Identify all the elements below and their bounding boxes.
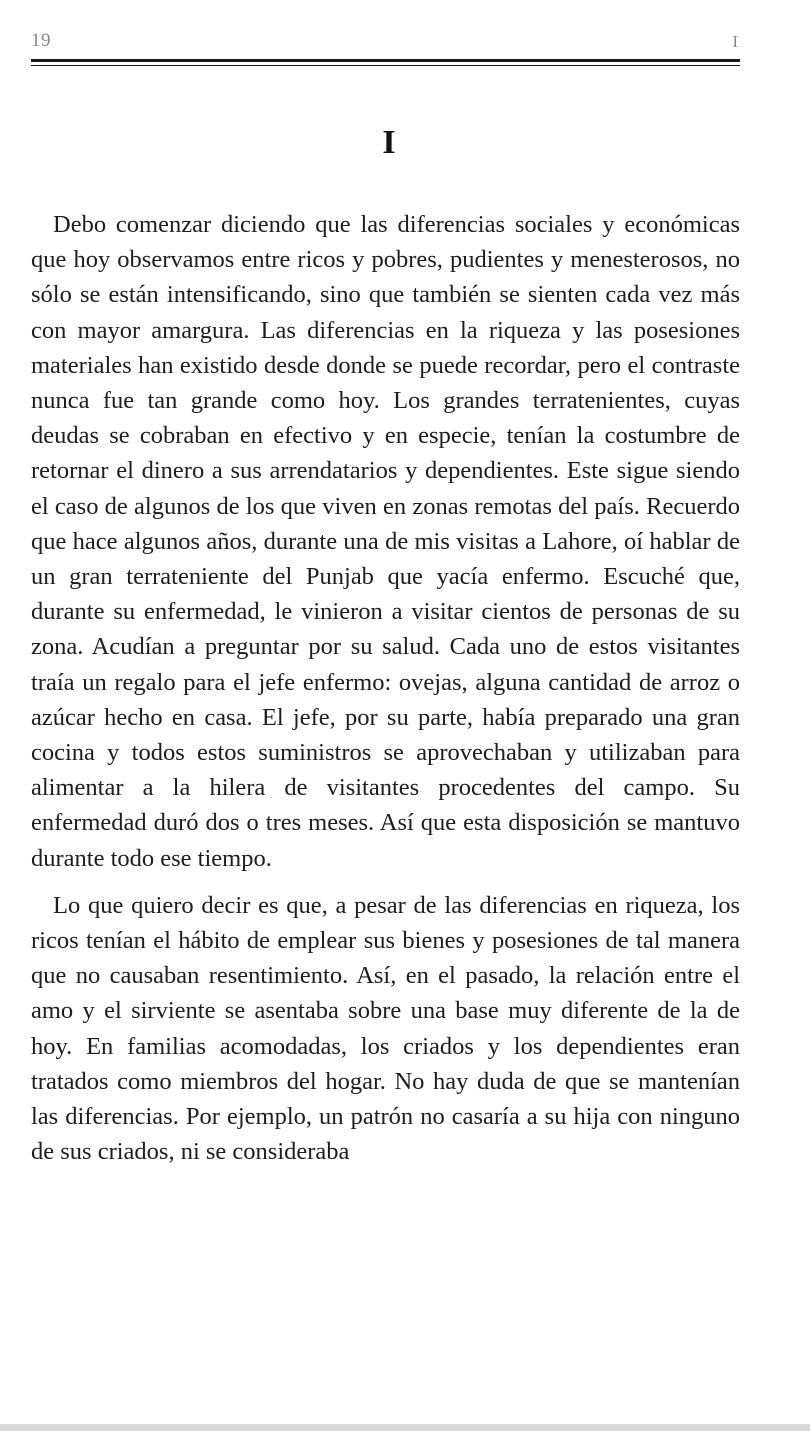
paragraph: Debo comenzar diciendo que las diferencias sociales y económicas que hoy observamos entre ricos y pobres, pudientes y menesterosos, no sólo se están intensificando, sino que también se sienten cada vez más con mayor amargura. Las diferencias en la riqueza y las posesiones materiales han existido desde donde se puede recordar, pero el contraste nunca fue tan grande como hoy. Los grandes terratenientes, cuyas deudas se cobraban en efectivo y en especie, tenían la costumbre de retornar el dinero a sus arrendatarios y dependientes. Este sigue siendo el caso de algunos de los que viven en zonas remotas del país. Recuerdo que hace algunos años, durante una de mis visitas a Lahore, oí hablar de un gran terrateniente del Punjab que yacía enfermo. Escuché que, durante su enfermedad, le vinieron a visitar cientos de personas de su zona. Acudían a preguntar por su salud. Cada uno de estos visitantes traía un regalo para el jefe enfermo: ovejas, alguna cantidad de arroz o azúcar hecho en casa. El jefe, por su parte, había preparado una gran cocina y todos estos suministros se aprovechaban y utilizaban para alimentar a la hilera de visitantes procedentes del campo. Su enfermedad duró dos o tres meses. Así que esta disposición se mantuvo durante todo ese tiempo. — [31, 211, 740, 872]
body-text — [31, 207, 740, 1169]
bottom-bar — [0, 1424, 810, 1431]
running-header — [31, 30, 740, 70]
running-title: I — [732, 32, 738, 51]
page-number: 19 — [31, 30, 51, 51]
header-rule-thick — [31, 59, 740, 62]
header-rule-thin — [31, 65, 740, 66]
chapter-title: I — [382, 124, 396, 161]
paragraph: Lo que quiero decir es que, a pesar de las diferencias en riqueza, los ricos tenían el hábito de emplear sus bienes y posesiones de tal manera que no causaban resentimiento. Así, en el pasado, la relación entre el amo y el sirviente se asentaba sobre una base muy diferente de la de hoy. En familias acomodadas, los criados y los dependientes eran tratados como miembros del hogar. No hay duda de que se mantenían las diferencias. Por ejemplo, un patrón no casaría a su hija con ninguno de sus criados, ni se consideraba — [31, 891, 740, 1166]
